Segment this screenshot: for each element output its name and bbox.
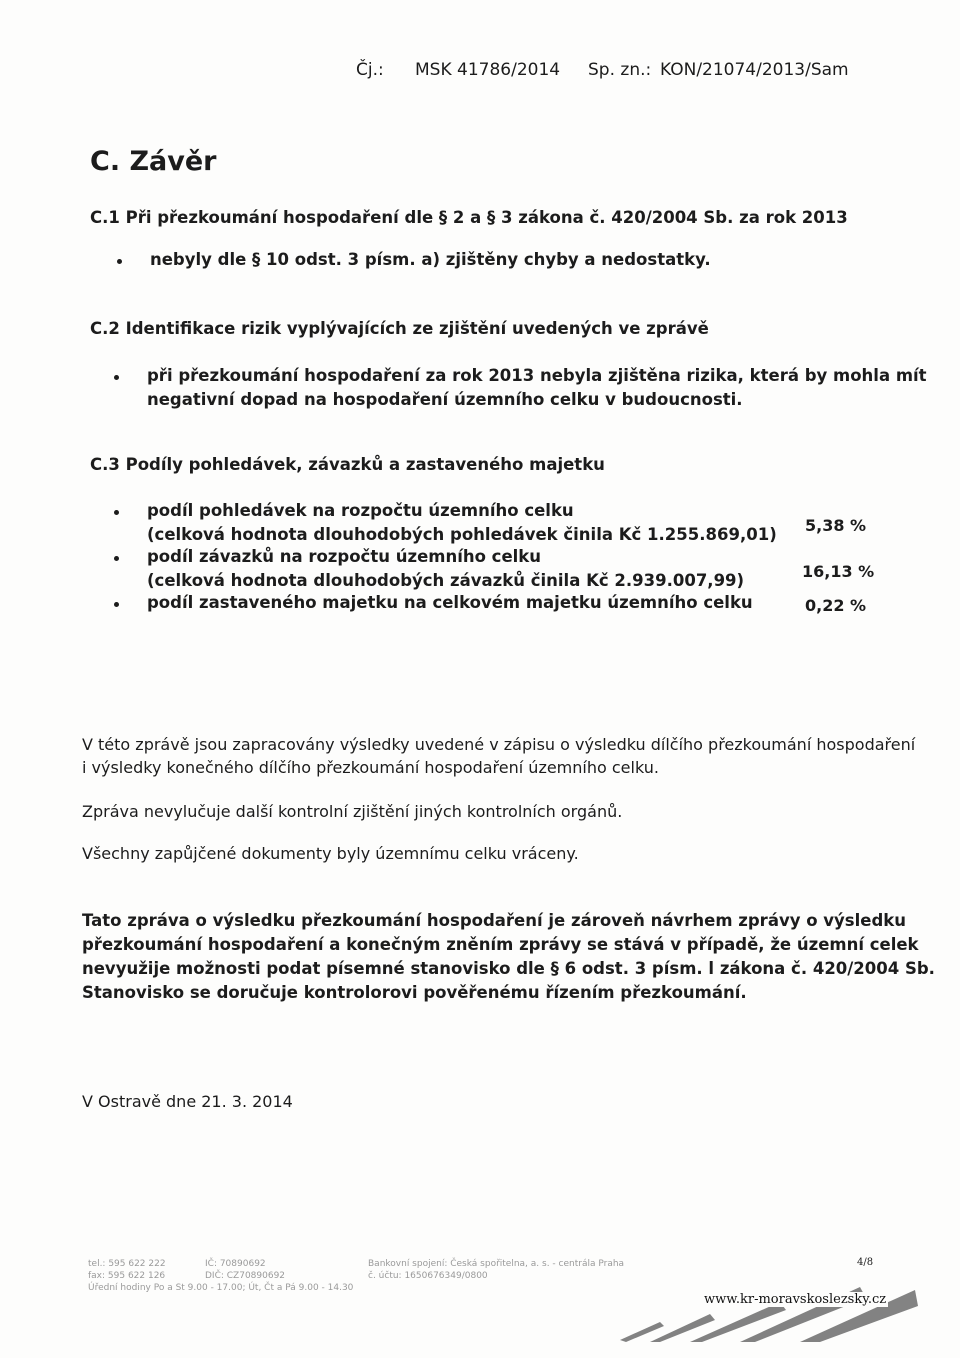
paragraph-1-line1: V této zprávě jsou zapracovány výsledky uvedené v zápisu o výsledku dílčího přezkoumání hospodaření — [82, 735, 916, 754]
footer-dic: DIČ: CZ70890692 — [205, 1271, 286, 1281]
header-cj-value: MSK 41786/2014 — [415, 60, 561, 80]
page-number: 4/8 — [857, 1257, 874, 1268]
c3-item2-line1: podíl závazků na rozpočtu územního celku — [147, 547, 542, 566]
c3-item1-line1: podíl pohledávek na rozpočtu územního celku — [147, 501, 574, 520]
website-link[interactable]: www.kr-moravskoslezsky.cz — [704, 1292, 887, 1307]
section-title: C. Závěr — [90, 146, 217, 177]
c3-item1-line2: (celková hodnota dlouhodobých pohledávek činila Kč 1.255.869,01) — [147, 525, 777, 544]
footer-fax: fax: 595 622 126 — [88, 1271, 166, 1281]
footer-tel: tel.: 595 622 222 — [88, 1259, 166, 1269]
footer-bank-account: č. účtu: 1650676349/0800 — [368, 1271, 488, 1281]
header-spzn-label: Sp. zn.: — [588, 60, 652, 80]
c3-item2-value: 16,13 % — [802, 562, 875, 581]
c3-heading: C.3 Podíly pohledávek, závazků a zastaveného majetku — [90, 455, 605, 474]
paragraph-4-line3: nevyužije možnosti podat písemné stanovisko dle § 6 odst. 3 písm. l zákona č. 420/2004 Sb. — [82, 959, 935, 978]
footer-ic: IČ: 70890692 — [205, 1259, 266, 1269]
c2-heading: C.2 Identifikace rizik vyplývajících ze zjištění uvedených ve zprávě — [90, 319, 709, 338]
c3-item1-value: 5,38 % — [805, 516, 867, 535]
footer-ids — [205, 1258, 285, 1282]
paragraph-4-line1: Tato zpráva o výsledku přezkoumání hospodaření je zároveň návrhem zprávy o výsledku — [82, 911, 907, 930]
c3-item3-value: 0,22 % — [805, 596, 867, 615]
header-cj-label: Čj.: — [356, 60, 384, 80]
c1-bullet: nebyly dle § 10 odst. 3 písm. a) zjištěny chyby a nedostatky. — [150, 250, 711, 269]
c3-item2-line2: (celková hodnota dlouhodobých závazků činila Kč 2.939.007,99) — [147, 571, 745, 590]
paragraph-4-line4: Stanovisko se doručuje kontrolorovi pověřenému řízením přezkoumání. — [82, 983, 747, 1002]
footer-bank — [368, 1258, 624, 1282]
c2-bullet-line1: při přezkoumání hospodaření za rok 2013 nebyla zjištěna rizika, která by mohla mít — [147, 366, 927, 385]
place-date: V Ostravě dne 21. 3. 2014 — [82, 1092, 293, 1111]
footer-bank-name: Bankovní spojení: Česká spořitelna, a. s. - centrála Praha — [368, 1259, 625, 1269]
paragraph-3: Všechny zapůjčené dokumenty byly územnímu celku vráceny. — [82, 844, 579, 863]
c1-heading: C.1 Při přezkoumání hospodaření dle § 2 a § 3 zákona č. 420/2004 Sb. za rok 2013 — [90, 208, 848, 227]
paragraph-4-line2: přezkoumání hospodaření a konečným zněním zprávy se stává v případě, že územní celek — [82, 935, 919, 954]
c2-bullet-line2: negativní dopad na hospodaření územního celku v budoucnosti. — [147, 390, 743, 409]
paragraph-2: Zpráva nevylučuje další kontrolní zjištění jiných kontrolních orgánů. — [82, 802, 623, 821]
c3-item3-line1: podíl zastaveného majetku na celkovém majetku územního celku — [147, 593, 753, 612]
footer-hours: Úřední hodiny Po a St 9.00 - 17.00; Út, Čt a Pá 9.00 - 14.30 — [88, 1283, 354, 1293]
paragraph-1-line2: i výsledky konečného dílčího přezkoumání hospodaření územního celku. — [82, 758, 659, 777]
header-spzn-value: KON/21074/2013/Sam — [660, 60, 849, 80]
